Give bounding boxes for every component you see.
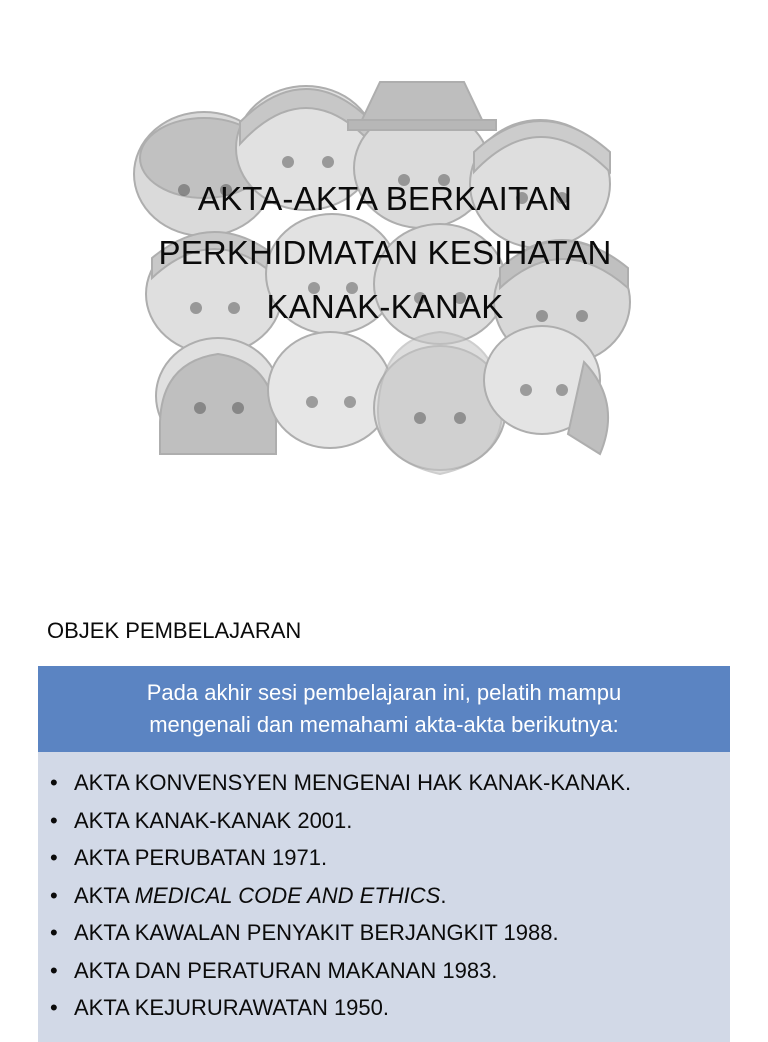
objective-header <box>38 666 730 752</box>
bullet: • <box>50 957 58 983</box>
list-item <box>50 802 730 840</box>
title-line-3: KANAK-KANAK <box>266 288 504 325</box>
objective-header-text <box>147 677 621 741</box>
list-item-text: AKTA DAN PERATURAN MAKANAN 1983. <box>74 957 498 983</box>
list-item <box>50 764 730 802</box>
list-item-prefix: AKTA <box>74 882 135 908</box>
list-item-text: AKTA KAWALAN PENYAKIT BERJANGKIT 1988. <box>74 920 559 945</box>
objective-list <box>38 752 730 1042</box>
list-item <box>50 839 730 877</box>
title-line-1: AKTA-AKTA BERKAITAN <box>197 180 573 217</box>
bullet: • <box>50 995 58 1020</box>
slide-title <box>122 172 648 334</box>
list-item <box>50 952 730 990</box>
objective-header-line-1: Pada akhir sesi pembelajaran ini, pelatih mampu <box>146 680 622 705</box>
list-item-text: AKTA KEJURURAWATAN 1950. <box>74 995 390 1020</box>
section-heading: OBJEK PEMBELAJARAN <box>47 618 302 643</box>
list-item-text: AKTA KANAK-KANAK 2001. <box>74 807 353 833</box>
bullet: • <box>50 770 58 795</box>
bullet: • <box>50 882 58 908</box>
bullet: • <box>50 807 58 833</box>
list-item-text: AKTA PERUBATAN 1971. <box>74 845 328 870</box>
bullet: • <box>50 845 58 870</box>
list-item <box>50 914 730 952</box>
objective-header-line-2: mengenali dan memahami akta-akta berikutnya: <box>149 712 619 737</box>
list-item-emphasis: MEDICAL CODE AND ETHICS <box>134 882 441 908</box>
bullet: • <box>50 920 58 945</box>
list-item-suffix: . <box>440 882 447 908</box>
list-item <box>50 989 730 1027</box>
list-item <box>50 877 730 915</box>
title-line-2: PERKHIDMATAN KESIHATAN <box>158 234 612 271</box>
list-item-text: AKTA KONVENSYEN MENGENAI HAK KANAK-KANAK. <box>74 770 632 795</box>
objective-box <box>38 666 730 1036</box>
